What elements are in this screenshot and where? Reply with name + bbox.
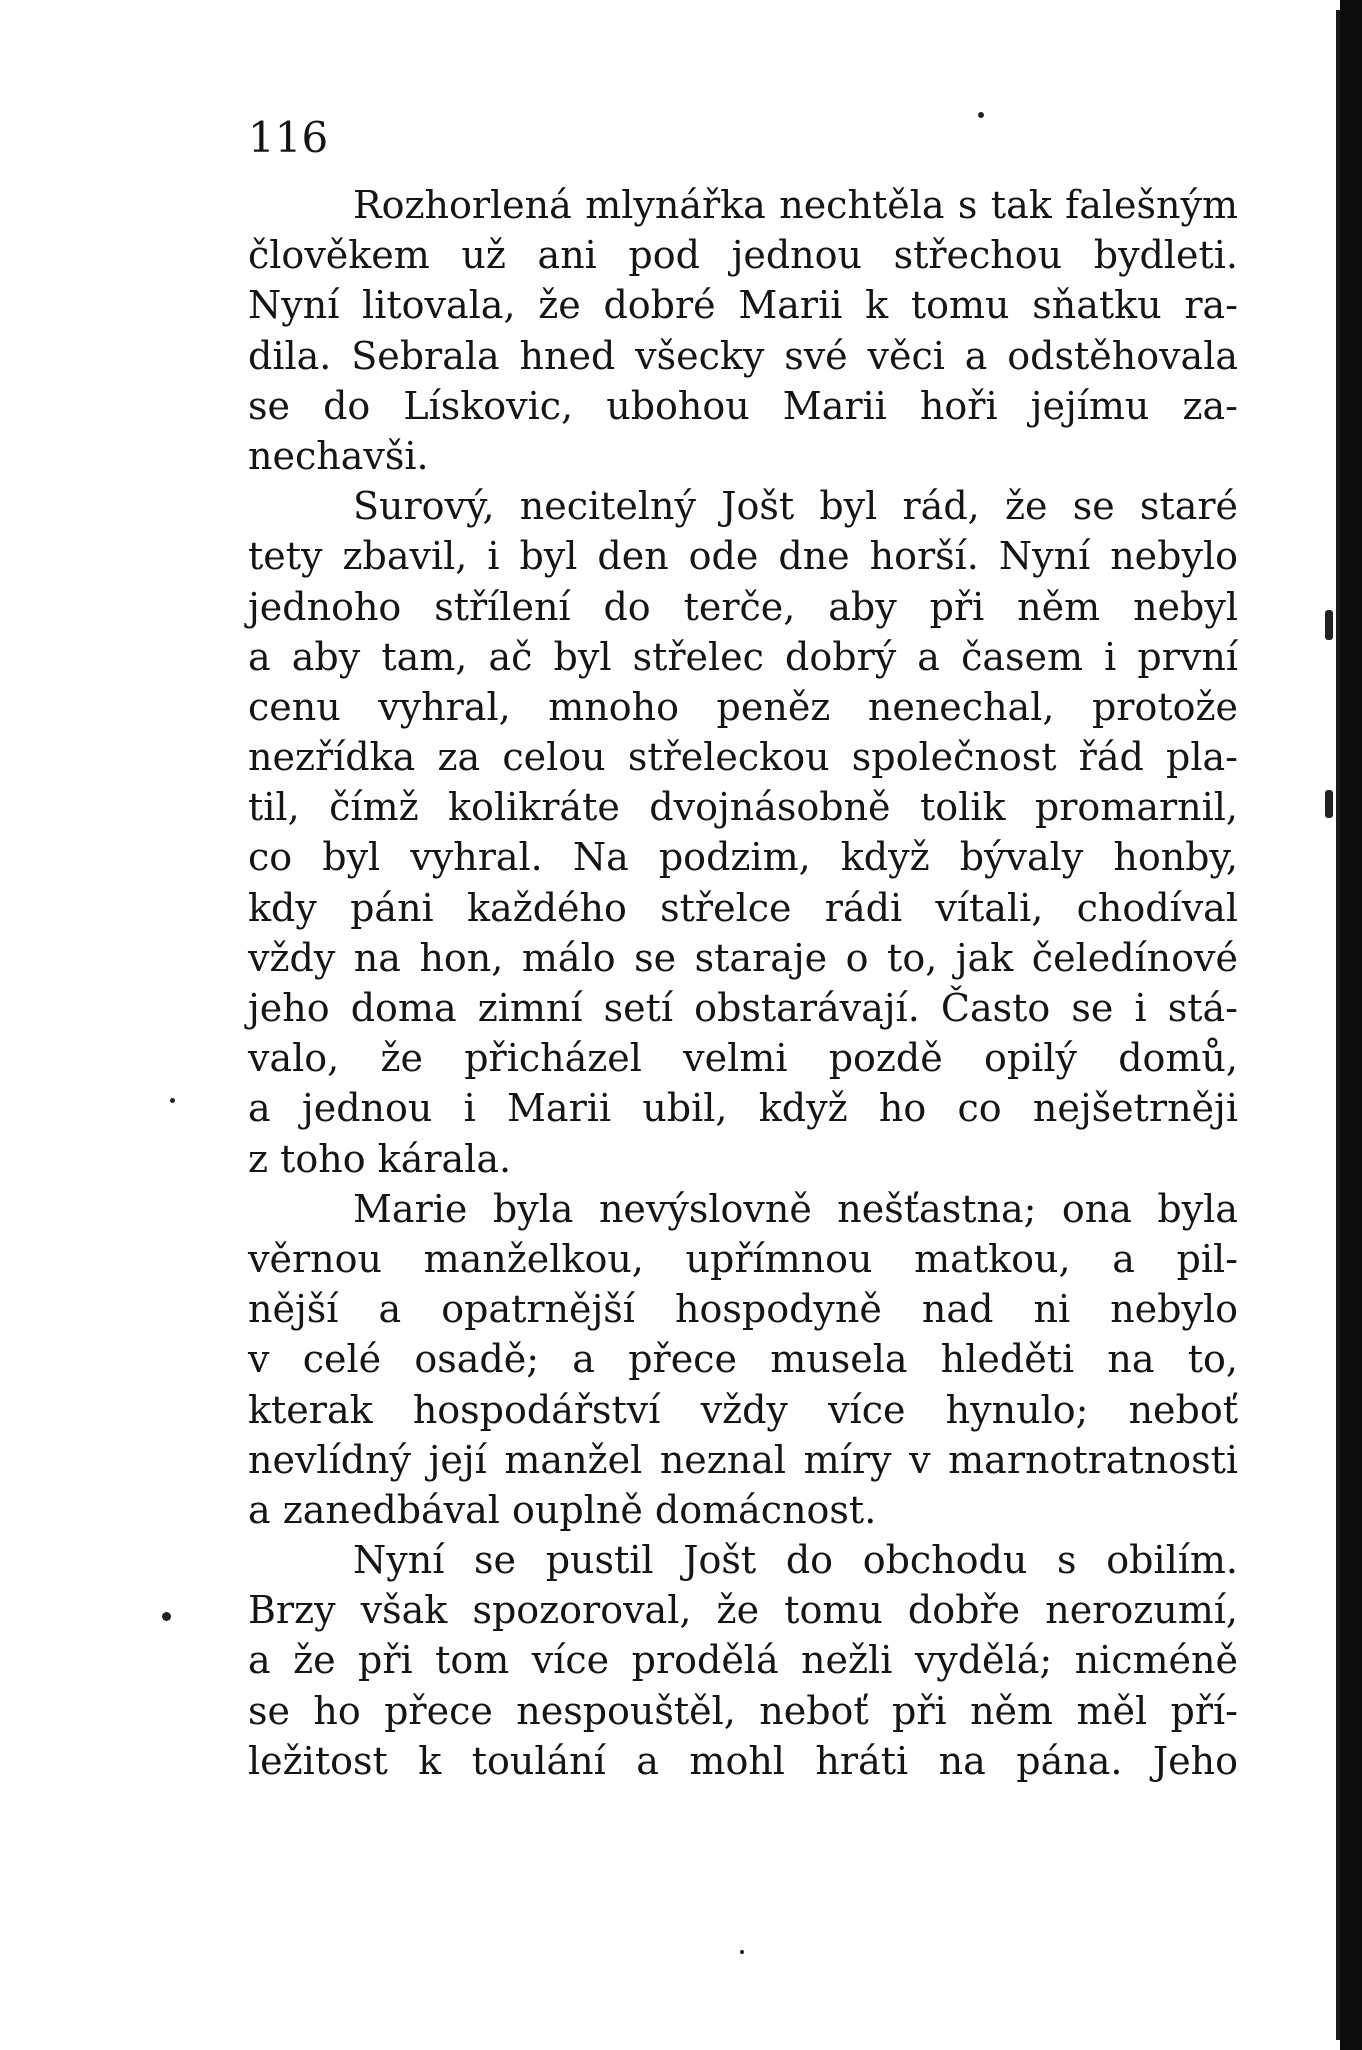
text-line: z toho kárala. [248,1136,512,1181]
text-line: a zanedbával ouplně domácnost. [248,1487,877,1532]
text-line: a aby tam, ač byl střelec dobrý a časem i první [248,634,1238,679]
text-line: nezřídka za celou střeleckou společnost řád pla- [248,735,1238,780]
text-line: jednoho střílení do terče, aby při něm nebyl [248,584,1238,629]
text-line: nější a opatrnější hospodyně nad ni nebylo [248,1287,1238,1332]
page-number: 116 [248,113,329,162]
text-line: člověkem už ani pod jednou střechou bydleti. [248,233,1238,278]
print-speck [978,112,984,118]
text-line: co byl vyhral. Na podzim, když bývaly honby, [248,835,1238,880]
text-line: v celé osadě; a přece musela hleděti na to, [248,1337,1238,1382]
text-line: jeho doma zimní setí obstarávají. Často se i stá- [248,986,1238,1030]
text-line: se do Lískovic, ubohou Marii hoři jejímu za- [248,383,1238,428]
text-line: vždy na hon, málo se staraje o to, jak čeledínové [248,935,1238,980]
body-text [248,180,1238,1786]
text-line: Nyní litovala, že dobré Marii k tomu sňatku ra- [248,283,1238,328]
text-line: nechavši. [248,433,429,478]
text-line: Nyní se pustil Jošt do obchodu s obilím. [353,1538,1238,1583]
text-line: nevlídný její manžel neznal míry v marnotratnosti [248,1437,1238,1482]
text-line: Brzy však spozoroval, že tomu dobře nerozumí, [248,1588,1238,1633]
text-line: dila. Sebrala hned všecky své věci a odstěhovala [248,333,1238,378]
text-line: se ho přece nespouštěl, neboť při něm měl pří- [248,1688,1238,1733]
text-line: til, čímž kolikráte dvojnásobně tolik promarnil, [248,785,1238,830]
text-line: ležitost k toulání a mohl hráti na pána. Jeho [248,1738,1238,1783]
text-line: tety zbavil, i byl den ode dne horší. Nyní nebylo [248,534,1238,579]
text-line: Surový, necitelný Jošt byl rád, že se staré [353,484,1238,529]
text-line: Marie byla nevýslovně nešťastna; ona byla [353,1186,1238,1231]
print-speck [1325,790,1333,818]
text-line: cenu vyhral, mnoho peněz nenechal, protože [248,684,1238,729]
text-line: a že při tom více prodělá nežli vydělá; nicméně [248,1638,1238,1683]
text-line: věrnou manželkou, upřímnou matkou, a pil- [248,1236,1238,1281]
text-line: valo, že přicházel velmi pozdě opilý domů, [248,1036,1238,1081]
print-speck [740,1950,744,1954]
text-line: Rozhorlená mlynářka nechtěla s tak falešným [353,183,1238,227]
print-speck [162,1612,171,1621]
page-dark-border [1340,0,1362,2050]
text-line: kterak hospodářství vždy více hynulo; neboť [248,1387,1238,1432]
print-speck [170,1098,175,1103]
text-line: a jednou i Marii ubil, když ho co nejšetrněji [248,1086,1238,1131]
text-line: kdy páni každého střelce rádi vítali, chodíval [248,885,1238,930]
print-speck [1325,610,1333,640]
